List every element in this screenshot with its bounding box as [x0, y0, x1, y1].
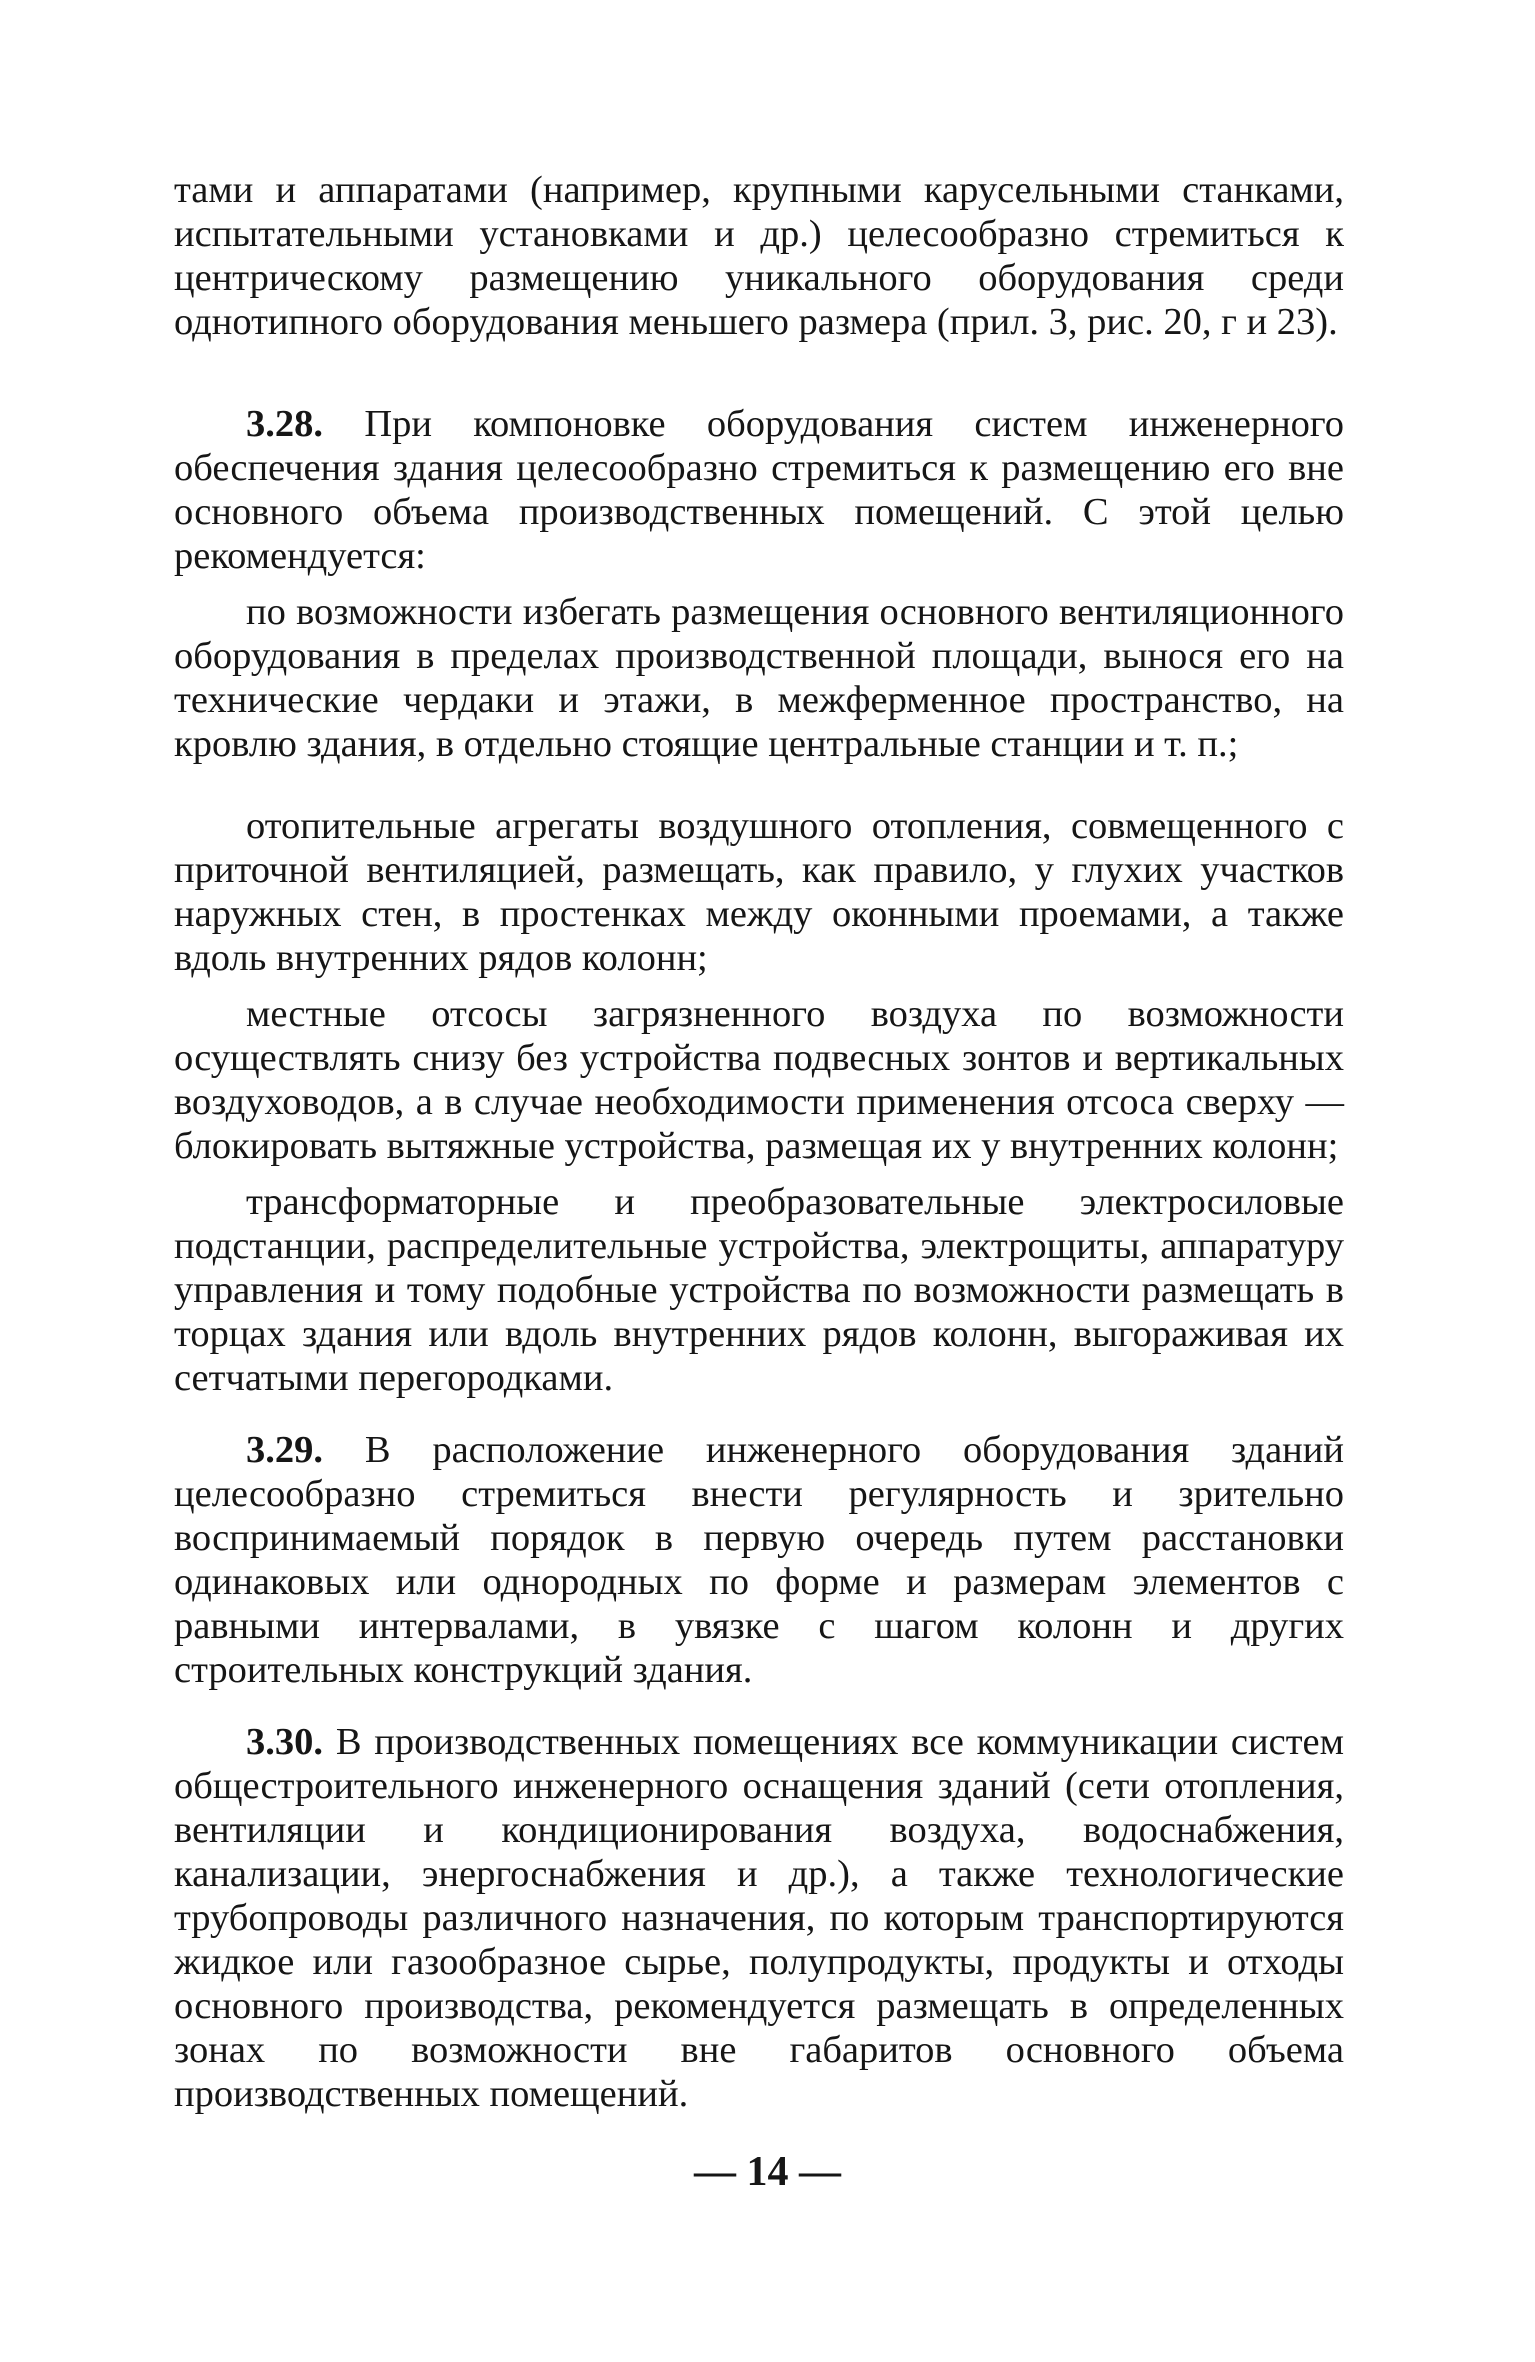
section-number: 3.29. [246, 1429, 323, 1471]
paragraph-3-30 [174, 1720, 1344, 2116]
section-number: 3.30. [246, 1721, 323, 1763]
paragraph-3-29 [174, 1428, 1344, 1692]
paragraph-text: В расположение инженерного оборудования зданий целесообразно стремиться внести регулярность и зрительно воспринимаемый порядок в первую очередь путем расстановки одинаковых или однородных по форме и размерам элементов с равными интервалами, в увязке с шагом колонн и других строительных конструкций здания. [174, 1429, 1344, 1691]
list-item-substations: трансформаторные и преобразовательные электросиловые подстанции, распределительные устройства, электрощиты, аппаратуру управления и тому подобные устройства по возможности размещать в торцах здания или вдоль внутренних рядов колонн, выгораживая их сетчатыми перегородками. [174, 1181, 1344, 1399]
list-item-heating-units: отопительные агрегаты воздушного отопления, совмещенного с приточной вентиляцией, размещать, как правило, у глухих участков наружных стен, в простенках между оконными проемами, а также вдоль внутренних рядов колонн; [174, 805, 1344, 979]
page-number: — 14 — [694, 2149, 841, 2195]
paragraph-continuation: тами и аппаратами (например, крупными карусельными станками, испытательными установками и др.) целесообразно стремиться к центрическому размещению уникального оборудования среди однотипного оборудования меньшего размера (прил. 3, рис. 20, г и 23). [174, 169, 1344, 343]
page-body [174, 168, 1344, 2116]
paragraph-text: В производственных помещениях все коммуникации систем общестроительного инженерного оснащения зданий (сети отопления, вентиляции и кондиционирования воздуха, водоснабжения, канализации, энергоснабжения и др.), а также технологические трубопроводы различного назначения, по которым транспортируются жидкое или газообразное сырье, полупродукты, продукты и отходы основного производства, рекомендуется размещать в определенных зонах по возможности вне габаритов основного объема производственных помещений. [174, 1721, 1344, 2115]
paragraph-3-28 [174, 402, 1344, 578]
list-item-ventilation: по возможности избегать размещения основного вентиляционного оборудования в пределах производственной площади, вынося его на технические чердаки и этажи, в межферменное пространство, на кровлю здания, в отдельно стоящие центральные станции и т. п.; [174, 591, 1344, 765]
list-item-local-exhaust: местные отсосы загрязненного воздуха по возможности осуществлять снизу без устройства подвесных зонтов и вертикальных воздуховодов, а в случае необходимости применения отсоса сверху — блокировать вытяжные устройства, размещая их у внутренних колонн; [174, 993, 1344, 1167]
section-number: 3.28. [246, 403, 323, 445]
paragraph-text: При компоновке оборудования систем инженерного обеспечения здания целесообразно стремиться к размещению его вне основного объема производственных помещений. С этой целью рекомендуется: [174, 403, 1345, 577]
